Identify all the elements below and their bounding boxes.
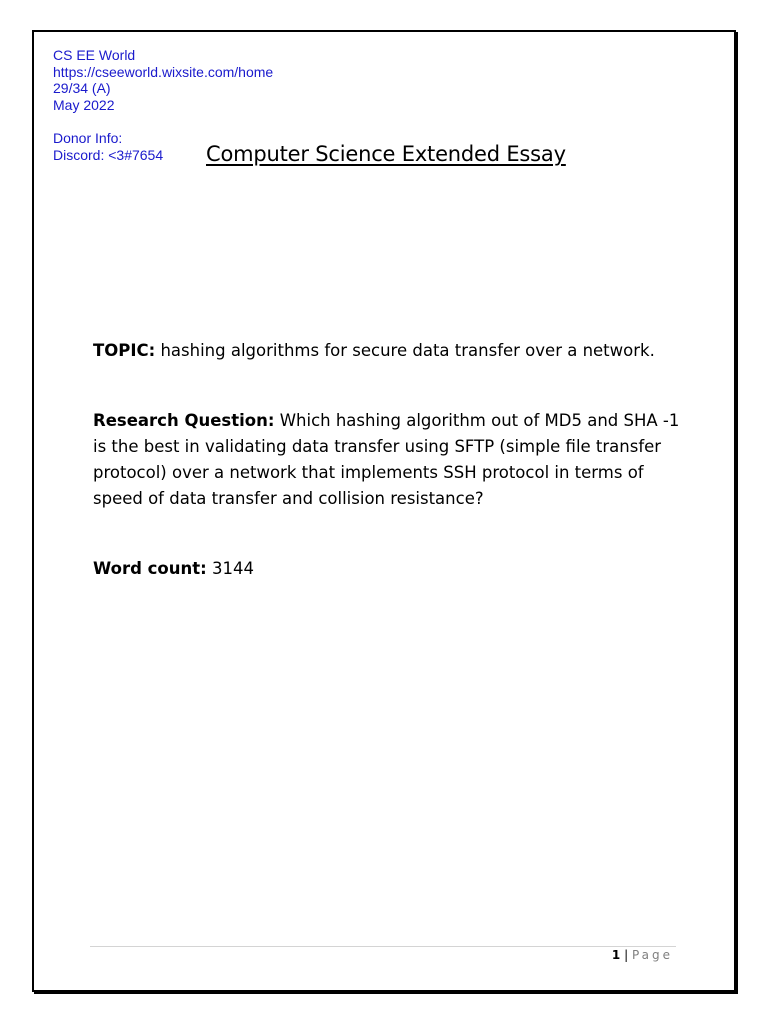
site-name: CS EE World [53, 47, 136, 63]
discord-handle: Discord: <3#7654 [53, 146, 164, 163]
page-label: Page [631, 948, 673, 962]
topic-label: TOPIC: [93, 341, 156, 360]
word-count-value: 3144 [206, 559, 254, 578]
topic-paragraph [93, 338, 683, 364]
document-title: Computer Science Extended Essay [206, 142, 566, 166]
research-question-label: Research Question: [93, 411, 275, 430]
word-count-label: Word count: [93, 559, 207, 578]
page-number: 1 [611, 948, 621, 962]
footer-divider [90, 946, 676, 947]
session: May 2022 [53, 96, 115, 113]
site-url[interactable]: https://cseeworld.wixsite.com/home [53, 63, 274, 80]
footer-separator: | [620, 948, 632, 962]
donor-label: Donor Info: [53, 130, 123, 146]
research-question-text: Which hashing algorithm out of MD5 and SHA -1 is the best in validating data transfer using SFTP (simple file transfer protocol) over a network that implements SSH protocol in terms of speed of data transfer and collision resistance? [93, 411, 680, 508]
research-question-paragraph [93, 408, 683, 512]
score: 29/34 (A) [53, 80, 111, 96]
word-count-paragraph [93, 556, 683, 582]
topic-text: hashing algorithms for secure data transfer over a network. [155, 341, 655, 360]
page-footer [612, 948, 673, 962]
spacer [53, 113, 273, 130]
